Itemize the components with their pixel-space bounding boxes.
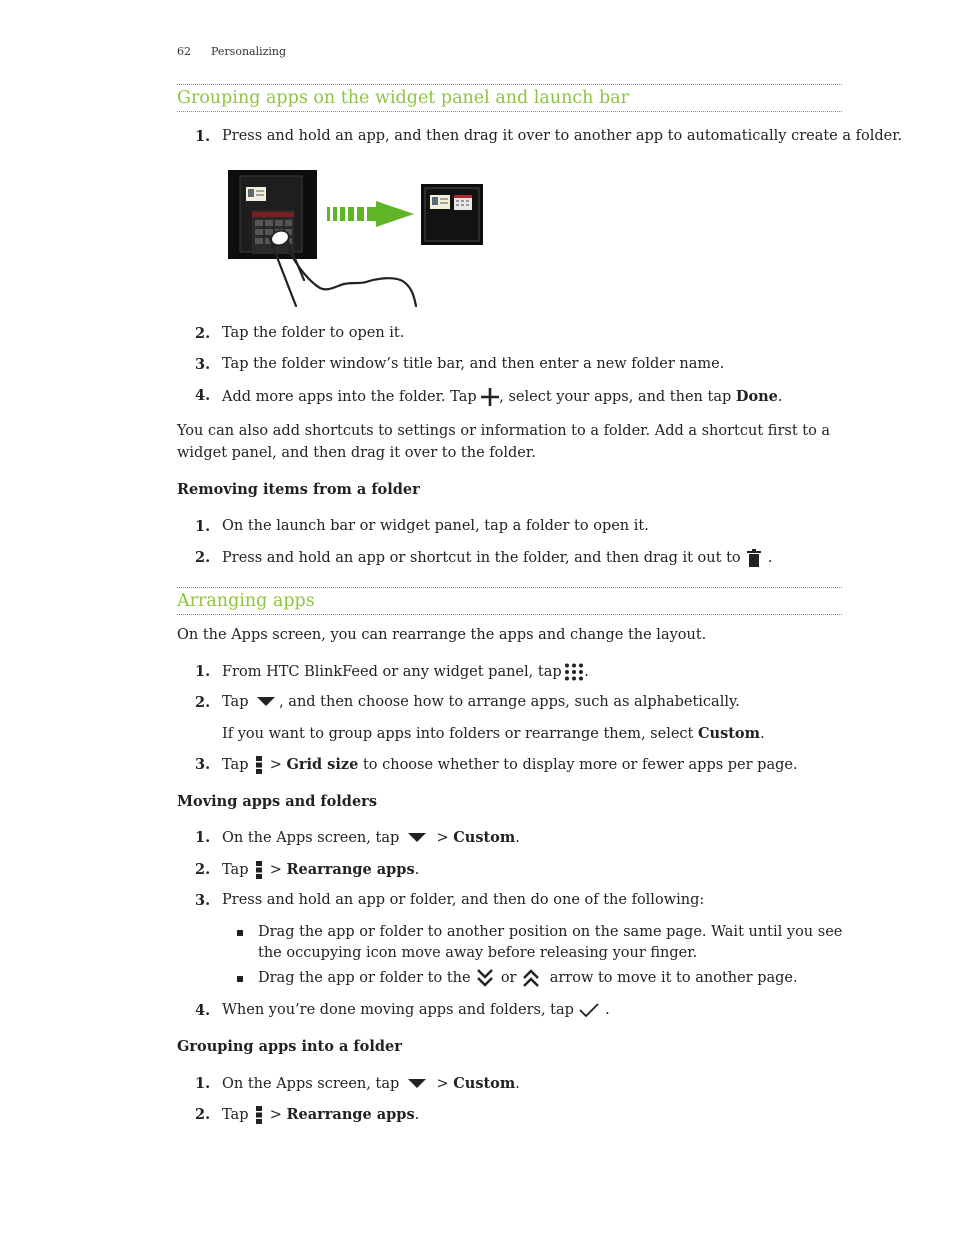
- subheading-grouping-apps: Grouping apps into a folder: [177, 1038, 402, 1055]
- grid-size-label: Grid size: [286, 756, 359, 773]
- step-text: [222, 549, 772, 567]
- trash-icon: [747, 549, 761, 567]
- page-number: 62: [177, 45, 191, 58]
- step-text-end: .: [414, 862, 420, 878]
- step-text-part: >: [269, 1107, 282, 1123]
- step-text-part: Add more apps into the folder. Tap: [222, 389, 477, 405]
- double-chevron-up-icon: [523, 969, 539, 987]
- apps-grid-icon: [564, 663, 584, 681]
- step-text-part: to choose whether to display more or fewer apps per page.: [362, 757, 798, 773]
- check-icon: [579, 1003, 599, 1017]
- step-number: 4.: [195, 1002, 211, 1019]
- more-vertical-icon: [256, 1106, 262, 1124]
- step-text: [222, 861, 419, 879]
- step-text-end: .: [777, 389, 783, 405]
- step-text-part: Tap: [222, 757, 249, 773]
- step-text-part: Press and hold an app or shortcut in the folder, and then drag it out to: [222, 550, 741, 566]
- more-vertical-icon: [256, 861, 262, 879]
- step-number: 1.: [195, 128, 211, 145]
- bullet-text: Drag the app or folder to another position on the same page. Wait until you see the occupying icon move away before releasing your finger.: [258, 924, 843, 961]
- step-text: [222, 694, 740, 710]
- step-text: [222, 1106, 419, 1124]
- step-text-part: Tap: [222, 862, 249, 878]
- bullet-text-part: arrow to move it to another page.: [549, 970, 798, 986]
- step-text-part: >: [269, 757, 282, 773]
- step-text-end: .: [767, 550, 773, 566]
- step-number: 1.: [195, 518, 211, 535]
- step-text-part: When you’re done moving apps and folders, tap: [222, 1002, 574, 1018]
- step-number: 2.: [195, 325, 211, 342]
- step-text-end: .: [584, 664, 589, 680]
- step-text-end: .: [414, 1107, 420, 1123]
- step-text-end: .: [515, 1076, 520, 1092]
- dropdown-triangle-icon: [408, 1079, 426, 1089]
- note-end: .: [759, 726, 765, 742]
- done-label: Done: [735, 388, 778, 405]
- step-text-part: , select your apps, and then tap: [499, 389, 732, 405]
- step-text-part: >: [436, 1076, 449, 1092]
- double-chevron-down-icon: [477, 969, 493, 987]
- bullet-marker: [237, 930, 243, 936]
- step-text: Tap the folder to open it.: [222, 325, 405, 341]
- rearrange-apps-label: Rearrange apps: [286, 1106, 415, 1123]
- step-text-part: Tap: [222, 1107, 249, 1123]
- step-text: [222, 387, 783, 407]
- custom-label: Custom: [453, 1075, 516, 1092]
- shortcut-note: You can also add shortcuts to settings or information to a folder. Add a shortcut first to a widget panel, and then drag it over to the folder.: [177, 423, 831, 461]
- step-text: [222, 1075, 520, 1092]
- step-text: [222, 756, 798, 774]
- heading-rule-top: [177, 587, 842, 588]
- step-text-end: .: [515, 830, 520, 846]
- step-text-part: On the Apps screen, tap: [222, 1076, 400, 1092]
- bullet-text: [258, 968, 843, 989]
- heading-rule-bottom: [177, 614, 842, 615]
- step-number: 1.: [195, 663, 211, 680]
- subheading-moving-apps: Moving apps and folders: [177, 793, 377, 810]
- drag-to-folder-illustration: [228, 170, 428, 310]
- step-number: 1.: [195, 829, 211, 846]
- running-header: Personalizing: [211, 45, 287, 58]
- step-text: Press and hold an app, and then drag it over to another app to automatically create a folder.: [222, 128, 903, 144]
- step-number: 3.: [195, 356, 211, 373]
- step-number: 3.: [195, 756, 211, 773]
- folder-icon-result: [421, 184, 483, 245]
- bullet-marker: [237, 976, 243, 982]
- dropdown-triangle-icon: [408, 833, 426, 843]
- step-text-part: From HTC BlinkFeed or any widget panel, tap: [222, 664, 562, 680]
- step-number: 2.: [195, 861, 211, 878]
- step-text-part: Tap: [222, 694, 249, 710]
- step-text-end: .: [605, 1002, 610, 1018]
- step-number: 2.: [195, 549, 211, 566]
- step-text: Tap the folder window’s title bar, and then enter a new folder name.: [222, 356, 725, 372]
- arranging-intro: On the Apps screen, you can rearrange the apps and change the layout.: [177, 627, 707, 643]
- step-text: Press and hold an app or folder, and then do one of the following:: [222, 892, 705, 908]
- custom-note: [222, 725, 765, 742]
- step-text: [222, 829, 520, 846]
- step-text-part: >: [436, 830, 449, 846]
- section-heading-grouping: Grouping apps on the widget panel and launch bar: [177, 88, 629, 108]
- subheading-removing-items: Removing items from a folder: [177, 481, 420, 498]
- rearrange-apps-label: Rearrange apps: [286, 861, 415, 878]
- step-number: 4.: [195, 387, 211, 404]
- dropdown-triangle-icon: [257, 697, 275, 707]
- note-text: If you want to group apps into folders or rearrange them, select: [222, 726, 694, 742]
- step-number: 1.: [195, 1075, 211, 1092]
- step-text-part: On the Apps screen, tap: [222, 830, 400, 846]
- more-vertical-icon: [256, 756, 262, 774]
- heading-rule-top: [177, 84, 842, 85]
- step-number: 2.: [195, 694, 211, 711]
- step-text-part: , and then choose how to arrange apps, such as alphabetically.: [279, 694, 740, 710]
- custom-label: Custom: [453, 829, 516, 846]
- plus-icon: [479, 387, 501, 407]
- step-text-part: >: [269, 862, 282, 878]
- step-text: On the launch bar or widget panel, tap a folder to open it.: [222, 518, 649, 534]
- bullet-text-part: or: [500, 970, 517, 986]
- custom-label: Custom: [697, 725, 760, 742]
- step-text: [222, 1002, 610, 1018]
- step-text: [222, 663, 589, 681]
- bullet-text-part: Drag the app or folder to the: [258, 970, 471, 986]
- section-heading-arranging: Arranging apps: [177, 591, 315, 611]
- step-number: 3.: [195, 892, 211, 909]
- step-number: 2.: [195, 1106, 211, 1123]
- heading-rule-bottom: [177, 111, 842, 112]
